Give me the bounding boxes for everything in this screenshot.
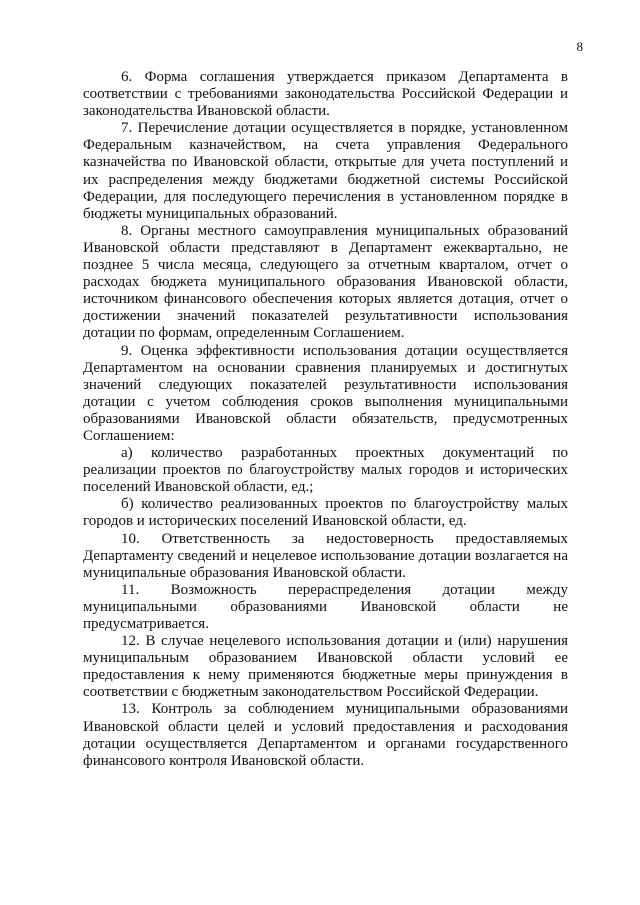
paragraph-10: 10. Ответственность за недостоверность предоставляемых Департаменту сведений и нецелевое использование дотации возлагается на муниципальные образования Ивановской области. [83,530,568,581]
paragraph-13: 13. Контроль за соблюдением муниципальными образованиями Ивановской области целей и условий предоставления и расходования дотации осуществляется Департаментом и органами государственного финансового контроля Ивановской области. [83,701,568,769]
paragraph-9: 9. Оценка эффективности использования дотации осуществляется Департаментом на основании сравнения планируемых и достигнутых значений следующих показателей результативности использования дотации с учетом соблюдения сроков выполнения муниципальными образованиями Ивановской области обязательств, предусмотренных Соглашением: [83,342,568,444]
paragraph-9b: б) количество реализованных проектов по благоустройству малых городов и исторических поселений Ивановской области, ед. [83,496,568,530]
paragraph-8: 8. Органы местного самоуправления муниципальных образований Ивановской области представляют в Департамент ежеквартально, не позднее 5 числа месяца, следующего за отчетным кварталом, отчет о расходах бюджета муниципального образования Ивановской области, источником финансового обеспечения которых является дотация, отчет о достижении значений показателей результативности использования дотации по формам, определенным Соглашением. [83,222,568,342]
paragraph-11: 11. Возможность перераспределения дотации между муниципальными образованиями Ивановской области не предусматривается. [83,581,568,632]
page-number: 8 [576,39,583,54]
paragraph-6: 6. Форма соглашения утверждается приказом Департамента в соответствии с требованиями законодательства Российской Федерации и законодательства Ивановской области. [83,69,568,120]
paragraph-9a: а) количество разработанных проектных документаций по реализации проектов по благоустройству малых городов и исторических поселений Ивановской области, ед.; [83,445,568,496]
document-body [83,69,568,770]
paragraph-7: 7. Перечисление дотации осуществляется в порядке, установленном Федеральным казначейством, на счета управления Федерального казначейства по Ивановской области, открытые для учета поступлений и их распределения между бюджетами бюджетной системы Российской Федерации, для последующего перечисления в установленном порядке в бюджеты муниципальных образований. [83,120,568,222]
paragraph-12: 12. В случае нецелевого использования дотации и (или) нарушения муниципальным образованием Ивановской области условий ее предоставления к нему применяются бюджетные меры принуждения в соответствии с бюджетным законодательством Российской Федерации. [83,633,568,701]
